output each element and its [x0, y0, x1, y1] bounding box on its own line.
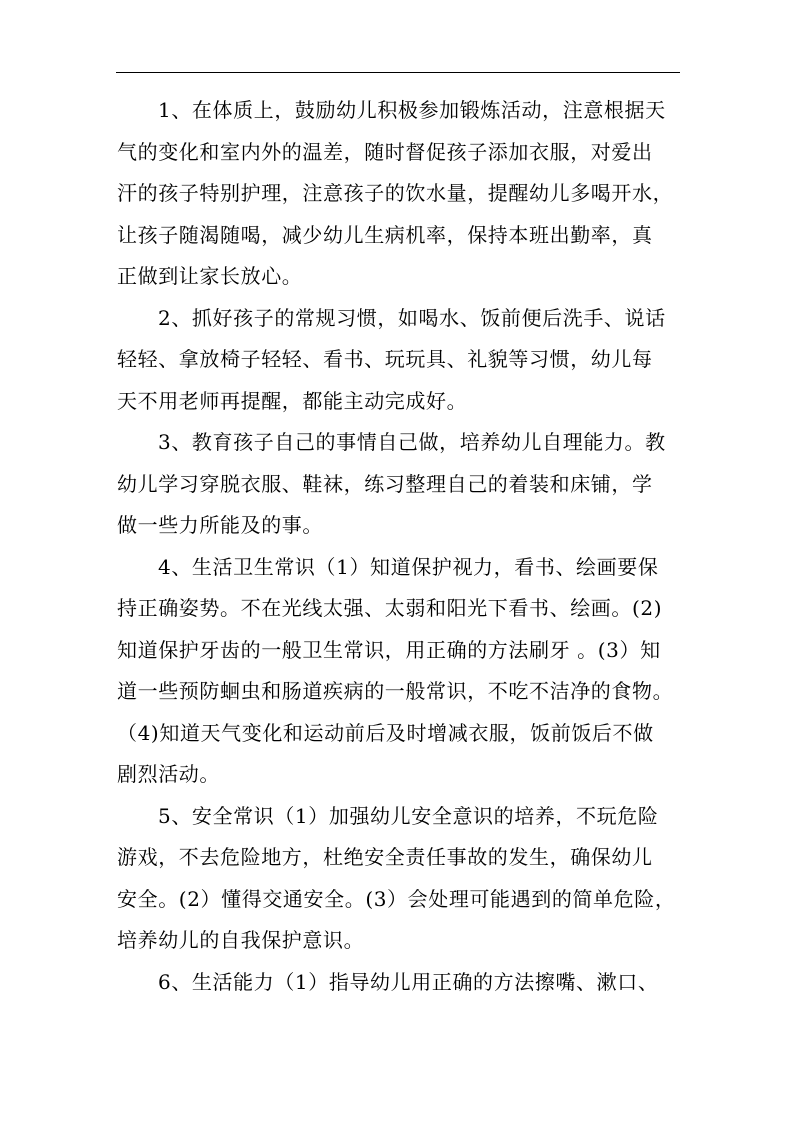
- text-line: 轻轻、拿放椅子轻轻、看书、玩玩具、礼貌等习惯，幼儿每: [117, 347, 653, 371]
- paragraph-2: [117, 298, 681, 423]
- text-line: （4)知道天气变化和运动前后及时增减衣服，饭前饭后不做: [117, 720, 654, 745]
- text-line: 6、生活能力（1）指导幼儿用正确的方法擦嘴、漱口、: [158, 969, 659, 994]
- header-rule: [116, 72, 680, 73]
- text-line: 汗的孩子特别护理，注意孩子的饮水量，提醒幼儿多喝开水，: [117, 181, 674, 205]
- text-line: 剧烈活动。: [117, 762, 220, 786]
- paragraph-6: [117, 962, 681, 1004]
- text-line: 天不用老师再提醒，都能主动完成好。: [117, 388, 468, 413]
- text-line: 2、抓好孩子的常规习惯，如喝水、饭前便后洗手、说话: [158, 305, 666, 330]
- text-line: 3、教育孩子自己的事情自己做，培养幼儿自理能力。教: [158, 430, 666, 454]
- document-body: [117, 90, 681, 1003]
- paragraph-4: [117, 547, 681, 796]
- text-line: 道一些预防蛔虫和肠道疾病的一般常识，不吃不洁净的食物。: [117, 679, 674, 703]
- text-line: 持正确姿势。不在光线太强、太弱和阳光下看书、绘画。(2): [117, 596, 663, 620]
- text-line: 1、在体质上，鼓励幼儿积极参加锻炼活动，注意根据天: [158, 98, 666, 122]
- text-line: 安全。(2）懂得交通安全。(3）会处理可能遇到的简单危险，: [117, 886, 676, 911]
- paragraph-3: [117, 422, 681, 547]
- text-line: 做一些力所能及的事。: [117, 513, 323, 537]
- text-line: 气的变化和室内外的温差，随时督促孩子添加衣服，对爱出: [117, 139, 653, 164]
- paragraph-5: [117, 796, 681, 962]
- text-line: 游戏，不去危险地方，杜绝安全责任事故的发生，确保幼儿: [117, 845, 653, 869]
- text-line: 4、生活卫生常识（1）知道保护视力，看书、绘画要保: [158, 554, 659, 579]
- text-line: 知道保护牙齿的一般卫生常识，用正确的方法刷牙 。(3）知: [117, 637, 661, 662]
- text-line: 5、安全常识（1）加强幼儿安全意识的培养，不玩危险: [158, 803, 659, 828]
- text-line: 让孩子随渴随喝，减少幼儿生病机率，保持本班出勤率，真: [117, 222, 653, 247]
- paragraph-1: [117, 90, 681, 298]
- text-line: 正做到让家长放心。: [117, 264, 303, 288]
- text-line: 培养幼儿的自我保护意识。: [117, 928, 365, 952]
- text-line: 幼儿学习穿脱衣服、鞋袜，练习整理自己的着装和床铺，学: [117, 471, 653, 496]
